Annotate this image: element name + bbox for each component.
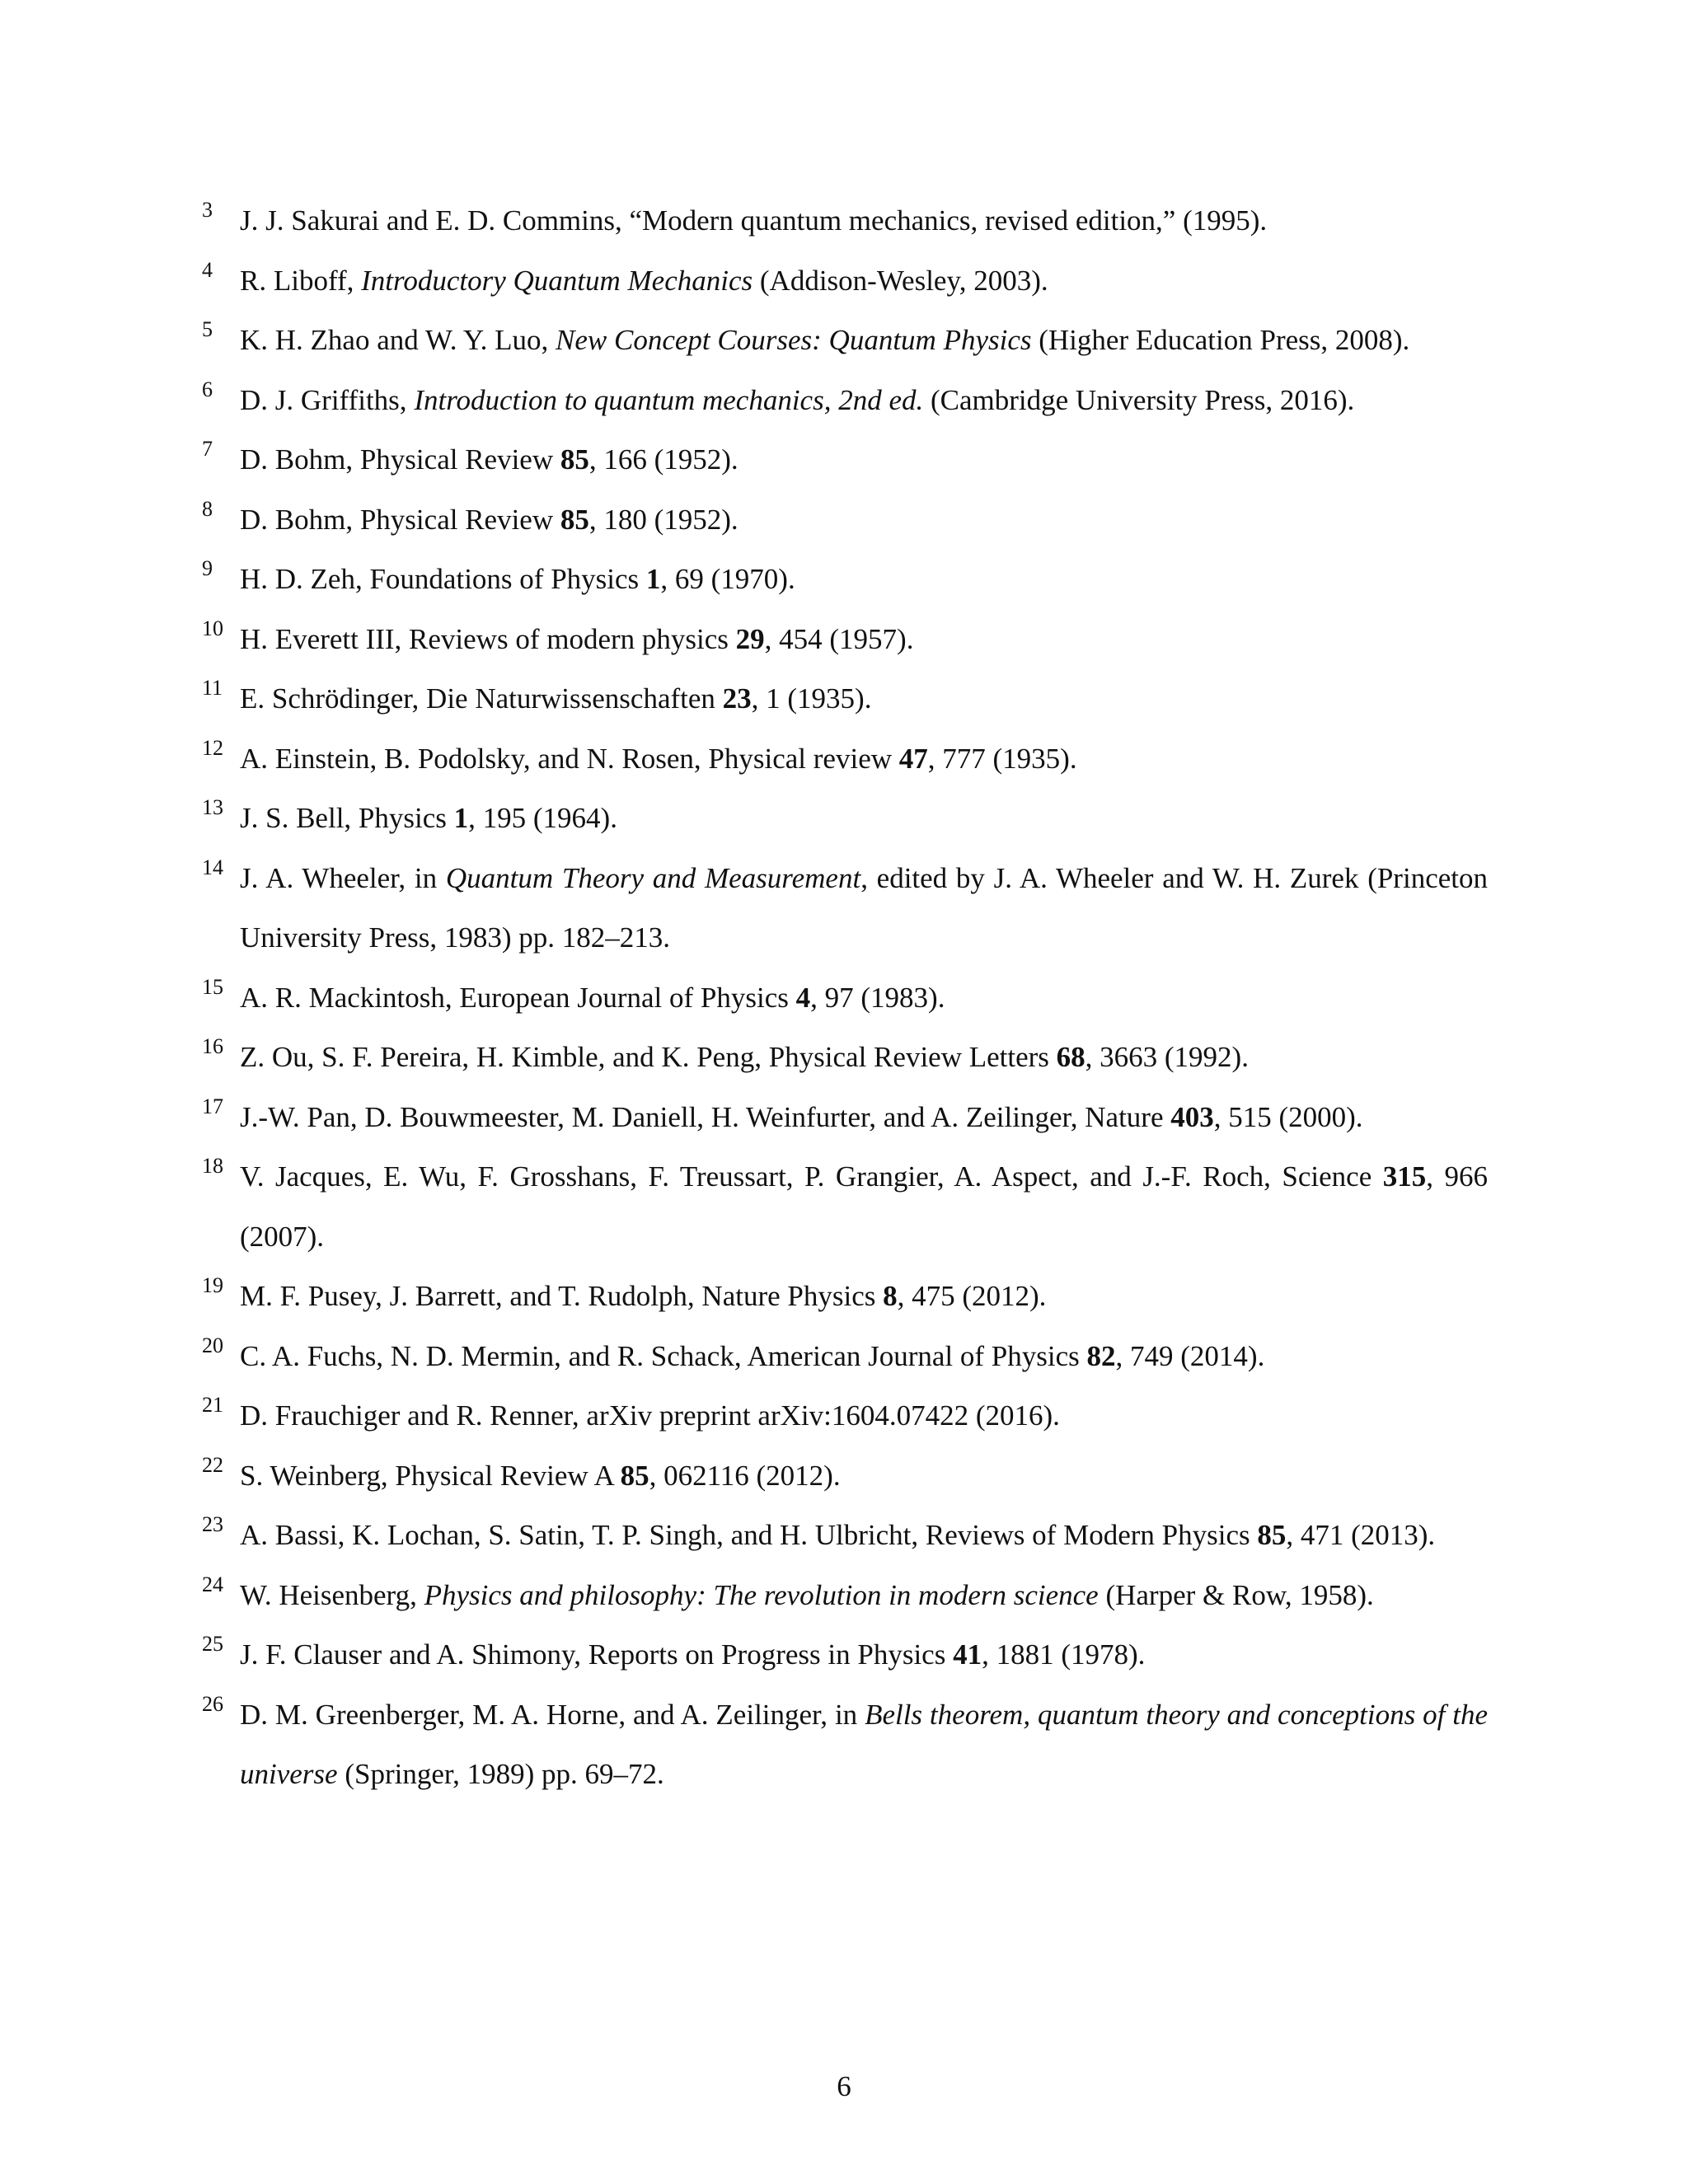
reference-segment: (Cambridge University Press, 2016). bbox=[923, 383, 1355, 416]
reference-item bbox=[202, 1386, 1488, 1446]
reference-segment: Z. Ou, S. F. Pereira, H. Kimble, and K. Peng, Physical Review Letters bbox=[240, 1041, 1057, 1073]
reference-number: 6 bbox=[202, 377, 213, 401]
reference-title: New Concept Courses: Quantum Physics bbox=[556, 324, 1032, 356]
reference-segment: A. Einstein, B. Podolsky, and N. Rosen, Physical review bbox=[240, 742, 899, 775]
reference-segment: S. Weinberg, Physical Review A bbox=[240, 1459, 621, 1492]
reference-item bbox=[202, 251, 1488, 312]
reference-text bbox=[240, 1340, 1264, 1372]
reference-text bbox=[240, 204, 1267, 237]
reference-volume: 1 bbox=[645, 563, 661, 595]
reference-segment: , edited by J. A. Wheeler and W. H. Zurek (Princeton University Press, 1983) pp. 182–213. bbox=[240, 861, 1488, 954]
reference-volume: 82 bbox=[1086, 1339, 1116, 1372]
reference-text bbox=[240, 623, 913, 655]
reference-number: 22 bbox=[202, 1452, 223, 1477]
reference-number: 9 bbox=[202, 556, 213, 580]
reference-segment: D. Frauchiger and R. Renner, arXiv preprint arXiv:1604.07422 (2016). bbox=[240, 1399, 1060, 1432]
reference-volume: 23 bbox=[722, 682, 752, 715]
reference-number: 17 bbox=[202, 1094, 223, 1118]
reference-segment: E. Schrödinger, Die Naturwissenschaften bbox=[240, 682, 723, 715]
reference-item bbox=[202, 968, 1488, 1029]
reference-segment: H. Everett III, Reviews of modern physics bbox=[240, 622, 736, 655]
reference-number: 26 bbox=[202, 1691, 223, 1716]
reference-number: 13 bbox=[202, 795, 223, 819]
reference-segment: , 195 (1964). bbox=[468, 802, 617, 834]
reference-volume: 8 bbox=[883, 1280, 898, 1312]
reference-title: Introductory Quantum Mechanics bbox=[361, 264, 753, 297]
reference-item bbox=[202, 191, 1488, 251]
reference-item bbox=[202, 610, 1488, 670]
reference-segment: R. Liboff, bbox=[240, 264, 362, 297]
reference-number: 23 bbox=[202, 1512, 223, 1536]
reference-segment: A. R. Mackintosh, European Journal of Physics bbox=[240, 981, 796, 1014]
reference-number: 12 bbox=[202, 735, 223, 760]
reference-number: 16 bbox=[202, 1034, 223, 1058]
reference-number: 19 bbox=[202, 1273, 223, 1297]
reference-number: 7 bbox=[202, 437, 213, 461]
reference-segment: J. J. Sakurai and E. D. Commins, “Modern quantum mechanics, revised edition,” (1995). bbox=[240, 204, 1268, 237]
reference-text bbox=[240, 1041, 1249, 1073]
reference-segment: , 777 (1935). bbox=[927, 742, 1077, 775]
reference-item bbox=[202, 1625, 1488, 1685]
reference-volume: 47 bbox=[898, 742, 928, 775]
reference-segment: (Springer, 1989) pp. 69–72. bbox=[337, 1758, 664, 1790]
reference-segment: K. H. Zhao and W. Y. Luo, bbox=[240, 324, 556, 356]
reference-number: 8 bbox=[202, 496, 213, 521]
reference-segment: D. Bohm, Physical Review bbox=[240, 443, 560, 476]
reference-segment: , 69 (1970). bbox=[660, 563, 795, 595]
reference-title: Quantum Theory and Measurement bbox=[445, 861, 861, 894]
reference-text bbox=[240, 743, 1077, 775]
reference-text bbox=[240, 1699, 1488, 1791]
reference-volume: 41 bbox=[953, 1638, 982, 1671]
reference-item bbox=[202, 1267, 1488, 1327]
reference-item bbox=[202, 1088, 1488, 1148]
reference-title: Bells theorem, quantum theory and conceptions of the universe bbox=[240, 1698, 1488, 1790]
reference-item bbox=[202, 1028, 1488, 1088]
reference-volume: 85 bbox=[560, 503, 589, 536]
reference-segment: J. A. Wheeler, in bbox=[240, 861, 446, 894]
reference-segment: H. D. Zeh, Foundations of Physics bbox=[240, 563, 646, 595]
reference-number: 20 bbox=[202, 1333, 223, 1357]
reference-item bbox=[202, 1685, 1488, 1805]
reference-volume: 403 bbox=[1170, 1100, 1214, 1133]
reference-text bbox=[240, 563, 795, 595]
reference-segment: D. J. Griffiths, bbox=[240, 383, 415, 416]
reference-segment: A. Bassi, K. Lochan, S. Satin, T. P. Singh, and H. Ulbricht, Reviews of Modern Physics bbox=[240, 1519, 1258, 1551]
page-number: 6 bbox=[837, 2070, 851, 2102]
reference-text bbox=[240, 1101, 1363, 1133]
reference-text bbox=[240, 862, 1488, 954]
reference-text bbox=[240, 384, 1354, 416]
reference-text bbox=[240, 1579, 1374, 1611]
reference-segment: , 97 (1983). bbox=[810, 981, 945, 1014]
reference-item bbox=[202, 729, 1488, 790]
reference-number: 14 bbox=[202, 855, 223, 879]
reference-segment: (Addison-Wesley, 2003). bbox=[753, 264, 1048, 297]
reference-item bbox=[202, 550, 1488, 610]
reference-item bbox=[202, 1446, 1488, 1507]
reference-segment: , 515 (2000). bbox=[1213, 1100, 1363, 1133]
reference-number: 24 bbox=[202, 1572, 223, 1596]
reference-text bbox=[240, 504, 738, 536]
reference-item bbox=[202, 1327, 1488, 1387]
reference-item bbox=[202, 490, 1488, 551]
reference-segment: J. F. Clauser and A. Shimony, Reports on Progress in Physics bbox=[240, 1638, 954, 1671]
reference-segment: W. Heisenberg, bbox=[240, 1578, 424, 1611]
reference-title: Introduction to quantum mechanics, 2nd ed. bbox=[414, 383, 924, 416]
reference-number: 10 bbox=[202, 616, 223, 640]
reference-volume: 315 bbox=[1382, 1160, 1427, 1193]
reference-segment: C. A. Fuchs, N. D. Mermin, and R. Schack, American Journal of Physics bbox=[240, 1339, 1087, 1372]
reference-segment: , 166 (1952). bbox=[588, 443, 738, 476]
reference-text bbox=[240, 802, 617, 834]
reference-text bbox=[240, 1280, 1046, 1312]
reference-segment: , 1881 (1978). bbox=[982, 1638, 1146, 1671]
reference-item bbox=[202, 1506, 1488, 1566]
reference-text bbox=[240, 265, 1048, 297]
reference-segment: V. Jacques, E. Wu, F. Grosshans, F. Treussart, P. Grangier, A. Aspect, and J.-F. Roch, Science bbox=[240, 1160, 1383, 1193]
reference-item bbox=[202, 669, 1488, 729]
reference-volume: 1 bbox=[453, 802, 469, 834]
reference-number: 21 bbox=[202, 1393, 223, 1417]
reference-volume: 85 bbox=[560, 443, 589, 476]
reference-segment: D. Bohm, Physical Review bbox=[240, 503, 560, 536]
reference-segment: J.-W. Pan, D. Bouwmeester, M. Daniell, H. Weinfurter, and A. Zeilinger, Nature bbox=[240, 1100, 1171, 1133]
reference-volume: 4 bbox=[795, 981, 811, 1014]
reference-number: 4 bbox=[202, 257, 213, 282]
reference-item bbox=[202, 789, 1488, 849]
reference-segment: , 454 (1957). bbox=[764, 622, 914, 655]
reference-segment: , 180 (1952). bbox=[588, 503, 738, 536]
reference-text bbox=[240, 324, 1409, 356]
reference-number: 3 bbox=[202, 198, 213, 222]
reference-volume: 85 bbox=[1257, 1519, 1287, 1551]
reference-segment: , 966 (2007). bbox=[240, 1160, 1489, 1253]
reference-segment: , 471 (2013). bbox=[1286, 1519, 1436, 1551]
reference-segment: , 475 (2012). bbox=[897, 1280, 1047, 1312]
reference-segment: , 3663 (1992). bbox=[1085, 1041, 1249, 1073]
reference-segment: , 749 (2014). bbox=[1115, 1339, 1265, 1372]
reference-text bbox=[240, 1638, 1145, 1671]
reference-segment: , 062116 (2012). bbox=[649, 1459, 841, 1492]
reference-item bbox=[202, 1566, 1488, 1626]
reference-segment: D. M. Greenberger, M. A. Horne, and A. Zeilinger, in bbox=[240, 1698, 865, 1731]
reference-segment: M. F. Pusey, J. Barrett, and T. Rudolph, Nature Physics bbox=[240, 1280, 884, 1312]
reference-volume: 85 bbox=[620, 1459, 649, 1492]
reference-number: 18 bbox=[202, 1154, 223, 1178]
reference-text bbox=[240, 982, 945, 1014]
reference-text bbox=[240, 443, 738, 476]
reference-segment: (Harper & Row, 1958). bbox=[1098, 1578, 1374, 1611]
reference-number: 11 bbox=[202, 676, 223, 700]
reference-text bbox=[240, 682, 871, 715]
reference-text bbox=[240, 1399, 1060, 1432]
reference-segment: (Higher Education Press, 2008). bbox=[1031, 324, 1410, 356]
reference-text bbox=[240, 1160, 1488, 1253]
reference-segment: , 1 (1935). bbox=[751, 682, 872, 715]
reference-item bbox=[202, 1147, 1488, 1267]
reference-title: Physics and philosophy: The revolution in modern science bbox=[424, 1578, 1099, 1611]
reference-item bbox=[202, 371, 1488, 431]
reference-segment: J. S. Bell, Physics bbox=[240, 802, 454, 834]
reference-volume: 29 bbox=[735, 622, 765, 655]
reference-item bbox=[202, 849, 1488, 968]
reference-number: 5 bbox=[202, 317, 213, 341]
reference-number: 15 bbox=[202, 974, 223, 999]
reference-item bbox=[202, 430, 1488, 490]
reference-text bbox=[240, 1519, 1435, 1551]
reference-item bbox=[202, 311, 1488, 371]
reference-list bbox=[202, 191, 1488, 1805]
reference-number: 25 bbox=[202, 1632, 223, 1656]
reference-volume: 68 bbox=[1056, 1041, 1085, 1073]
reference-text bbox=[240, 1460, 841, 1492]
